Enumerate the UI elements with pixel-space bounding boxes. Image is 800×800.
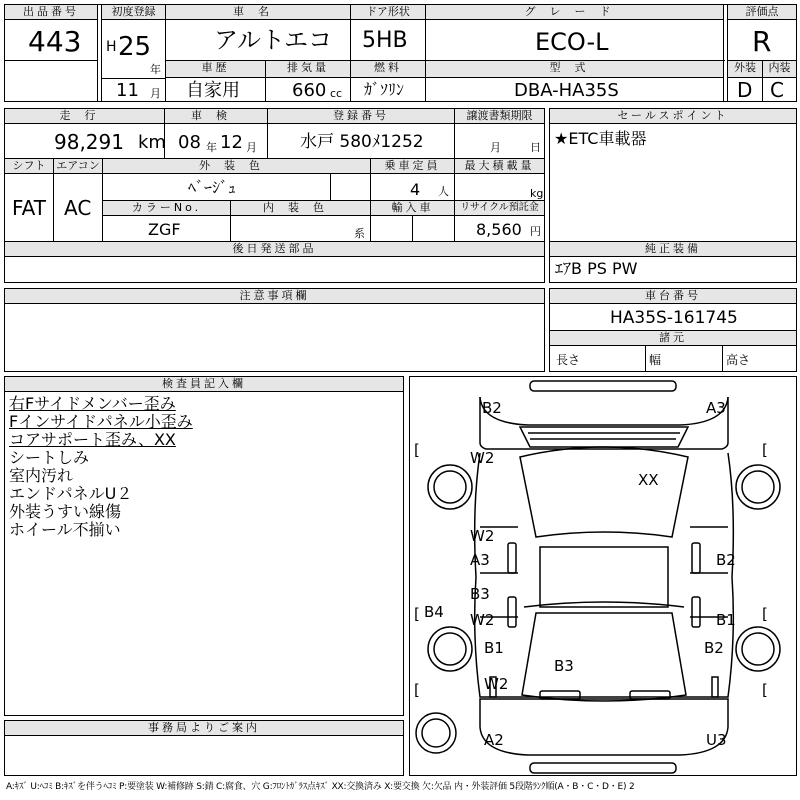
recycle-unit: 円 [530,225,541,238]
insp-month-unit: 月 [246,141,257,154]
damage-mark: B1 [484,639,504,657]
shift-label: シフト [4,158,54,174]
chassis-label: 車台番号 [549,288,797,304]
notes-label: 注意事項欄 [4,288,545,304]
first-reg-label: 初度登録 [101,4,166,20]
exterior-label: 外装 [727,60,763,78]
inspector-line: 室内汚れ [9,466,74,485]
displacement-label: 排気量 [265,60,351,78]
damage-mark: A2 [484,731,504,749]
load-label: 最大積載量 [454,158,545,174]
displacement-unit: cc [330,87,343,100]
damage-mark: A3 [470,551,490,569]
month-unit: 月 [150,87,161,100]
office-label: 事務局よりご案内 [4,720,404,736]
reg-year: 25 [118,32,152,62]
color-number: ZGF [148,220,181,239]
ext-color-label: 外装色 [102,158,371,174]
damage-mark: XX [638,471,659,489]
genuine-equipment: ｴｱB PS PW [555,259,638,278]
specs-label: 諸元 [549,330,797,346]
recycle-label: リサイクル預託金 [454,200,545,216]
vehicle-info-box [4,108,545,242]
int-color-label: 内装色 [230,200,371,216]
transfer-month-unit: 月 [490,141,501,154]
damage-mark: B4 [424,603,444,621]
spec-width: 幅 [649,353,662,367]
aircon-label: エアコン [53,158,103,174]
diagram-bracket: [ [762,441,768,459]
int-color-unit: 系 [354,227,365,240]
insp-month: 12 [220,132,243,153]
interior-score: C [770,78,784,102]
lot-label: 出品番号 [4,4,98,20]
diagram-bracket: [ [414,441,420,459]
later-parts-label: 後日発送部品 [4,241,545,257]
score: R [752,25,772,58]
mileage-label: 走行 [4,108,165,124]
fuel: ｶﾞｿﾘﾝ [364,80,405,99]
inspector-line: 右Fサイドメンバー歪み [9,394,176,413]
damage-mark: B3 [554,657,574,675]
exterior-score: D [737,78,753,102]
car-name: アルトエコ [214,26,333,54]
load-unit: kg [530,187,544,200]
chassis-number: HA35S-161745 [610,308,738,328]
capacity: 4 [410,180,421,199]
year-unit: 年 [150,63,161,76]
inspector-line: ホイール不揃い [9,520,121,539]
plate-number: 水戸 580ﾒ1252 [300,132,424,152]
plate-label: 登録番号 [267,108,455,124]
model: DBA-HA35S [514,80,619,101]
aircon-value: AC [64,196,92,220]
insp-year: 08 [178,132,201,153]
inspector-line: 外装うすい線傷 [9,502,122,521]
damage-mark: B2 [704,639,724,657]
capacity-unit: 人 [438,185,449,198]
damage-mark: B2 [716,551,736,569]
damage-legend: A:ｷｽﾞ U:ﾍｺﾐ B:ｷｽﾞを伴うﾍｺﾐ P:要塗装 W:補修跡 S:錆 C:腐食、穴 G:ﾌﾛﾝﾄｶﾞﾗｽ点ｷｽﾞ XX:交換済み X:要交換 欠:欠品 内・外装評価 5段階ﾗﾝｸ順(A・B・C・D・E) 2 [6,782,635,792]
diagram-bracket: [ [414,681,420,699]
genuine-label: 純正装備 [549,241,797,257]
history: 自家用 [186,80,240,101]
inspection-label: 車検 [164,108,268,124]
damage-mark: B2 [482,399,502,417]
recycle-fee: 8,560 [476,220,522,239]
model-label: 型式 [425,60,724,78]
inspector-line: エンドパネルU２ [9,484,133,503]
sales-point-label: セールスポイント [549,108,797,124]
door-label: ドア形状 [350,4,426,20]
transfer-day-unit: 日 [530,141,541,154]
ext-color: ﾍﾞｰｼﾞｭ [188,178,237,197]
capacity-label: 乗車定員 [370,158,455,174]
damage-mark: W2 [470,449,495,467]
import-label: 輸入車 [370,200,455,216]
spec-height: 高さ [726,353,751,367]
mileage: 98,291 [54,130,124,154]
grade-label: グレード [425,4,724,20]
shift-value: FAT [12,196,47,220]
inspector-line: シートしみ [9,448,90,467]
mileage-unit: km [138,132,166,153]
diagram-bracket: [ [762,681,768,699]
damage-mark: B1 [716,611,736,629]
grade: ECO-L [535,28,609,56]
spec-length: 長さ [556,353,581,367]
history-label: 車歴 [165,60,266,78]
damage-mark: A3 [706,399,726,417]
diagram-bracket: [ [762,605,768,623]
damage-diagram [409,376,797,776]
sales-point-text: ★ETC車載器 [554,129,647,148]
damage-mark: W2 [484,675,509,693]
damage-mark: W2 [470,611,495,629]
damage-mark: U3 [706,731,727,749]
car-name-label: 車名 [165,4,351,20]
damage-mark: B3 [470,585,490,603]
diagram-bracket: [ [414,605,420,623]
lot-number: 443 [28,25,82,58]
inspector-line: Fインサイドパネル小歪み [9,412,193,431]
inspector-label: 検査員記入欄 [4,376,404,392]
color-no-label: カラーNo. [102,200,231,216]
damage-mark: W2 [470,527,495,545]
transfer-label: 譲渡書類期限 [454,108,545,124]
inspector-line: コアサポート歪み、XX [9,430,176,449]
interior-label: 内装 [762,60,797,78]
displacement: 660 [292,80,327,101]
door-type: 5HB [362,28,408,53]
car-outline [410,377,798,777]
insp-year-unit: 年 [206,141,217,154]
era: H [106,39,117,55]
fuel-label: 燃料 [350,60,426,78]
score-label: 評価点 [727,4,797,20]
reg-month: 11 [116,80,139,101]
